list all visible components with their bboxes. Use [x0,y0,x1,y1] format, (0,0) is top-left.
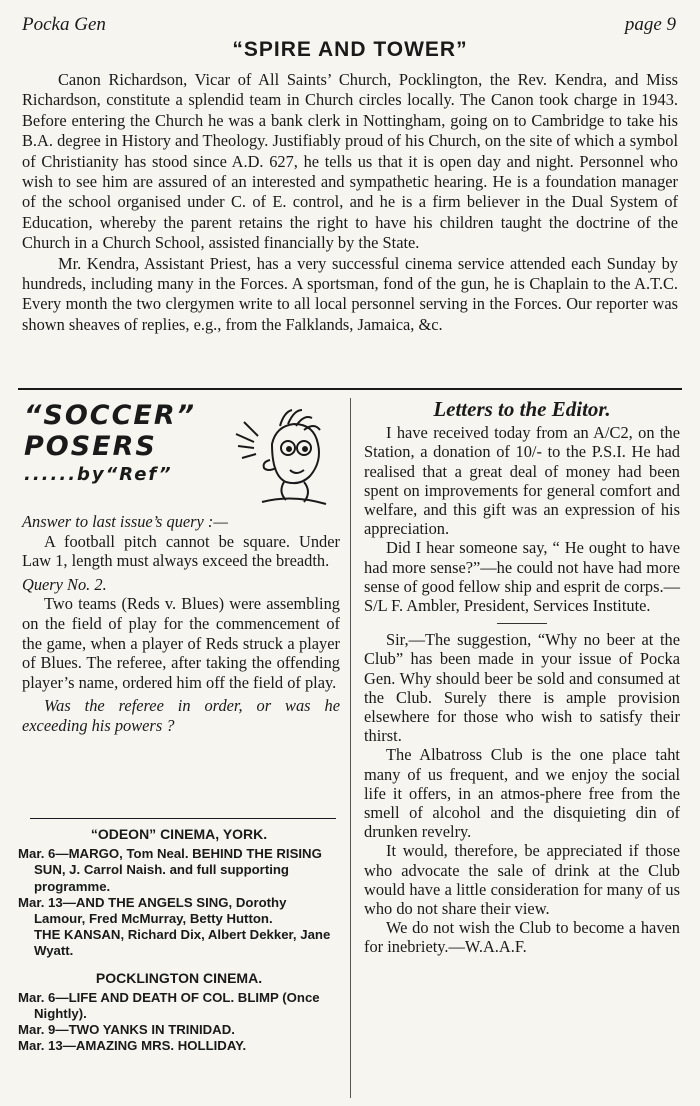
letters-heading: Letters to the Editor. [433,397,611,421]
odeon-heading: “ODEON” CINEMA, YORK. [90,826,268,842]
letter-separator [497,623,547,624]
soccer-posers-column [22,400,340,736]
cinema-listing: Mar. 9—TWO YANKS IN TRINIDAD. [18,1022,235,1038]
logo-title-line2: POSERS [24,431,157,462]
letter-paragraph: The Albatross Club is the one place taht many of us frequent, and we enjoy the social life it offers, in an atmos-phere free from the smell of alcohol and the disquieting din of drunken revelry. [364,745,680,842]
page-number: page 9 [624,14,676,35]
query-question: Was the referee in order, or was he exceeding his powers ? [22,696,340,735]
letter-paragraph: I have received today from an A/C2, on the Station, a donation of 10/- to the P.S.I. He had realised that a great deal of money had been spent on improvements for general comfort and welfare, and this gift was an expression of his appreciation. [364,423,680,539]
cinema-listings [18,820,340,1055]
letter-paragraph: We do not wish the Club to become a haven for inebriety.—W.A.A.F. [364,918,680,957]
letters-column [364,397,680,957]
letter-paragraph: Did I hear someone say, “ He ought to have had more sense?”—he could not have had more sense of good fellow ship and esprit de corps.—S/L F. Ambler, President, Services Institute. [364,538,680,616]
soccer-posers-logo [22,400,340,512]
article-paragraph: Canon Richardson, Vicar of All Saints’ Church, Pocklington, the Rev. Kendra, and Miss Richardson, constitute a splendid team in Church circles locally. The Canon took charge in 1943. Before entering the Church he was a bank clerk in Nottingham, going on to Cambridge to take his B.A. degree in History and Theology. Justifiably proud of his Church, on the site of which a symbol of Christianity has stood since A.D. 627, he tells us that it is open day and night. Personnel who wish to see him are assured of an interested and sympathetic hearing. He is a foundation manager of the school organised under C. of E. control, and he is a firm believer in the Dual System of Education, whereby the parent retains the right to have his children taught the doctrine of the Church in a Church School, assisted financially by the State. [22,70,678,253]
query-heading: Query No. 2. [22,574,107,594]
cinema-listing: Mar. 6—LIFE AND DEATH OF COL. BLIMP (Once Nightly). [18,989,320,1022]
spire-article [22,70,678,335]
cinema-listing: Mar. 6—MARGO, Tom Neal. BEHIND THE RISING SUN, J. Carrol Naish. and full supporting programme. [18,846,322,894]
article-title: “SPIRE AND TOWER” [232,38,468,61]
cinema-listing: THE KANSAN, Richard Dix, Albert Dekker, Jane Wyatt. [34,927,331,959]
article-paragraph: Mr. Kendra, Assistant Priest, has a very successful cinema service attended each Sunday by hundreds, including many in the Forces. A sportsman, fond of the gun, he is Chaplain to the A.T.C. Every month the two clergymen write to all local personnel serving in the Forces. Our reporter was shown sheaves of replies, e.g., from the Falklands, Jamaica, &c. [22,253,678,334]
cinema-divider [30,818,336,819]
cinema-listing: Mar. 13—AND THE ANGELS SING, Dorothy Lamour, Fred McMurray, Betty Hutton. [18,894,287,927]
answer-text: A football pitch cannot be square. Under Law 1, length must always exceed the breadth. [22,531,340,571]
magazine-name: Pocka Gen [22,14,106,35]
letter-paragraph: It would, therefore, be appreciated if those who advocate the sale of drink at the Club would have a little consideration for many of us who do not share their view. [364,841,680,919]
soccer-posers-text [22,512,340,736]
logo-title-line1: “SOCCER” [24,400,197,431]
column-divider [350,398,351,1098]
answer-heading: Answer to last issue’s query :— [22,512,228,531]
letter-paragraph: Sir,—The suggestion, “Why no beer at the Club” has been made in your issue of Pocka Gen. Why should beer be sold and consumed at the Club. Surely there is ample provision elsewhere for those who wish to satisfy their thirst. [364,630,680,746]
referee-cartoon-icon [232,404,332,510]
section-divider [18,388,682,390]
cinema-listing: Mar. 13—AMAZING MRS. HOLLIDAY. [18,1038,247,1054]
logo-byline: ......by“Ref” [24,464,173,485]
query-text: Two teams (Reds v. Blues) were assembling on the field of play for the commencement of the game, when a player of Reds struck a player of Blues. The referee, after taking the offending player’s name, ordered him off the field of play. [22,594,340,692]
pocklington-heading: POCKLINGTON CINEMA. [95,969,263,986]
